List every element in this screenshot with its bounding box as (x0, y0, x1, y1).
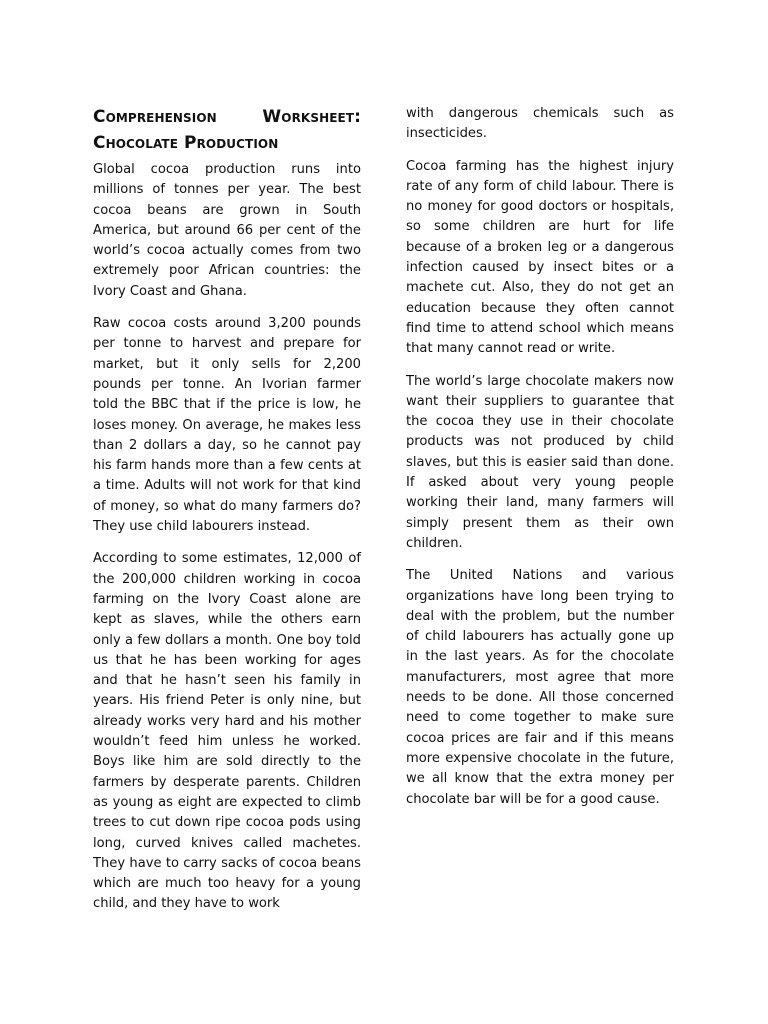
paragraph-injury-rate: Cocoa farming has the highest injury rate of any form of child labour. There is no money for good doctors or hospitals, so some children are hurt for life because of a broken leg or a dangerous infection caused by insect bites or a machete cut. Also, they do not get an education because they often cannot find time to attend school which means that many cannot read or write. (406, 158, 674, 357)
left-column (93, 104, 361, 927)
paragraph-cocoa-prices: Raw cocoa costs around 3,200 pounds per tonne to harvest and prepare for market, but it only sells for 2,200 pounds per tonne. An Ivorian farmer told the BBC that if the price is low, he loses money. On average, he makes less than 2 dollars a day, so he cannot pay his farm hands more than a few cents at a time. Adults will not work for that kind of money, so what do many farmers do? They use child labourers instead. (93, 316, 361, 535)
paragraph-continuation: with dangerous chemicals such as insecticides. (406, 106, 674, 142)
paragraph-cocoa-production: Global cocoa production runs into millions of tonnes per year. The best cocoa beans are grown in South America, but around 66 per cent of the world’s cocoa actually comes from two extremely poor African countries: the Ivory Coast and Ghana. (93, 162, 361, 299)
paragraph-chocolate-makers: The world’s large chocolate makers now want their suppliers to guarantee that the cocoa they use in their chocolate products was not produced by child slaves, but this is easier said than done. If asked about very young people working their land, many farmers will simply present them as their own children. (406, 373, 674, 551)
worksheet-title: Comprehension Worksheet: Chocolate Production (93, 107, 361, 153)
paragraph-child-slaves: According to some estimates, 12,000 of the 200,000 children working in cocoa farming on the Ivory Coast alone are kept as slaves, while the others earn only a few dollars a month. One boy told us that he has been working for ages and that he hasn’t seen his family in years. His friend Peter is only nine, but already works very hard and his mother wouldn’t feed him unless he worked. Boys like him are sold directly to the farmers by desperate parents. Children as young as eight are expected to climb trees to cut down ripe cocoa pods using long, curved knives called machetes. They have to carry sacks of cocoa beans which are much too heavy for a young child, and they have to work (93, 551, 361, 912)
right-column (406, 104, 674, 822)
paragraph-united-nations: The United Nations and various organizations have long been trying to deal with the problem, but the number of child labourers has actually gone up in the last years. As for the chocolate manufacturers, most agree that more needs to be done. All those concerned need to come together to make sure cocoa prices are fair and if this means more expensive chocolate in the future, we all know that the extra money per chocolate bar will be for a good cause. (406, 568, 674, 807)
